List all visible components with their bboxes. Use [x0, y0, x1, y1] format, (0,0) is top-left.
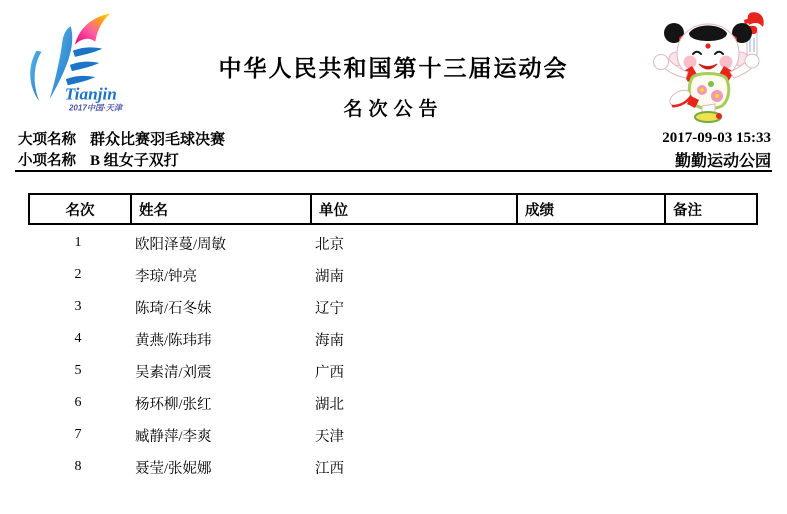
name-cell: 杨环柳/张红 — [135, 396, 212, 413]
mascot-hand — [654, 55, 669, 70]
column-header-unit: 单位 — [310, 195, 516, 223]
name-cell: 臧静萍/李爽 — [135, 428, 212, 445]
table-row — [28, 355, 758, 387]
table-row — [28, 387, 758, 419]
shoe-toe — [716, 113, 722, 119]
rank-cell: 2 — [74, 267, 82, 282]
mascot-jinwa — [643, 6, 779, 124]
rank-cell: 8 — [74, 459, 82, 474]
column-header-score: 成绩 — [516, 195, 664, 223]
rank-cell: 4 — [74, 331, 82, 346]
meta-line-event — [18, 129, 771, 147]
column-header-name: 姓名 — [130, 195, 310, 223]
rank-cell: 7 — [74, 427, 82, 442]
name-cell: 陈琦/石冬妹 — [135, 300, 212, 317]
name-cell: 欧阳泽蔓/周敏 — [135, 236, 227, 253]
rank-cell: 3 — [74, 299, 82, 314]
forehead-dot — [705, 43, 710, 48]
table-row — [28, 419, 758, 451]
name-cell: 黄燕/陈玮玮 — [135, 332, 212, 349]
event-value: 群众比赛羽毛球决赛 — [90, 131, 226, 148]
subevent-value: B 组女子双打 — [90, 152, 179, 169]
table-row — [28, 259, 758, 291]
table-row — [28, 291, 758, 323]
rank-cell: 5 — [74, 363, 82, 378]
table-row — [28, 323, 758, 355]
page-title: 中华人民共和国第十三届运动会 — [218, 56, 569, 81]
mascot-cheek — [684, 56, 697, 69]
emblem-wordmark: Tianjin — [64, 84, 117, 104]
table-body — [28, 227, 758, 483]
venue: 勤勤运动公园 — [674, 152, 771, 170]
unit-cell: 辽宁 — [315, 300, 344, 317]
emblem-caption: 2017中国·天津 — [68, 103, 123, 113]
unit-cell: 广西 — [315, 364, 344, 381]
unit-cell: 湖南 — [315, 268, 344, 285]
page-subtitle: 名次公告 — [343, 99, 444, 120]
column-header-rank: 名次 — [65, 202, 95, 219]
table-header-row — [28, 193, 758, 225]
divider-rule — [15, 170, 772, 172]
column-header-note: 备注 — [664, 195, 756, 223]
event-label: 大项名称 — [18, 131, 76, 148]
unit-cell: 海南 — [315, 332, 344, 349]
rank-cell: 6 — [74, 395, 82, 410]
name-cell: 吴素清/刘震 — [135, 364, 212, 381]
results-table — [28, 193, 758, 483]
table-row — [28, 451, 758, 483]
unit-cell: 天津 — [315, 428, 344, 445]
unit-cell: 湖北 — [315, 396, 344, 413]
name-cell: 聂莹/张妮娜 — [135, 460, 212, 477]
name-cell: 李琼/钟亮 — [135, 268, 198, 285]
datetime: 2017-09-03 15:33 — [662, 129, 771, 146]
flower-center — [700, 88, 704, 92]
unit-cell: 北京 — [315, 236, 344, 253]
mascot-cheek — [720, 56, 733, 69]
rank-cell: 1 — [74, 235, 82, 250]
meta-line-subevent — [18, 150, 771, 168]
flower-center — [715, 94, 719, 98]
mascot-hand — [745, 54, 759, 68]
subevent-label: 小项名称 — [18, 152, 76, 169]
unit-cell: 江西 — [315, 460, 344, 477]
table-row — [28, 227, 758, 259]
leaf — [708, 81, 714, 87]
